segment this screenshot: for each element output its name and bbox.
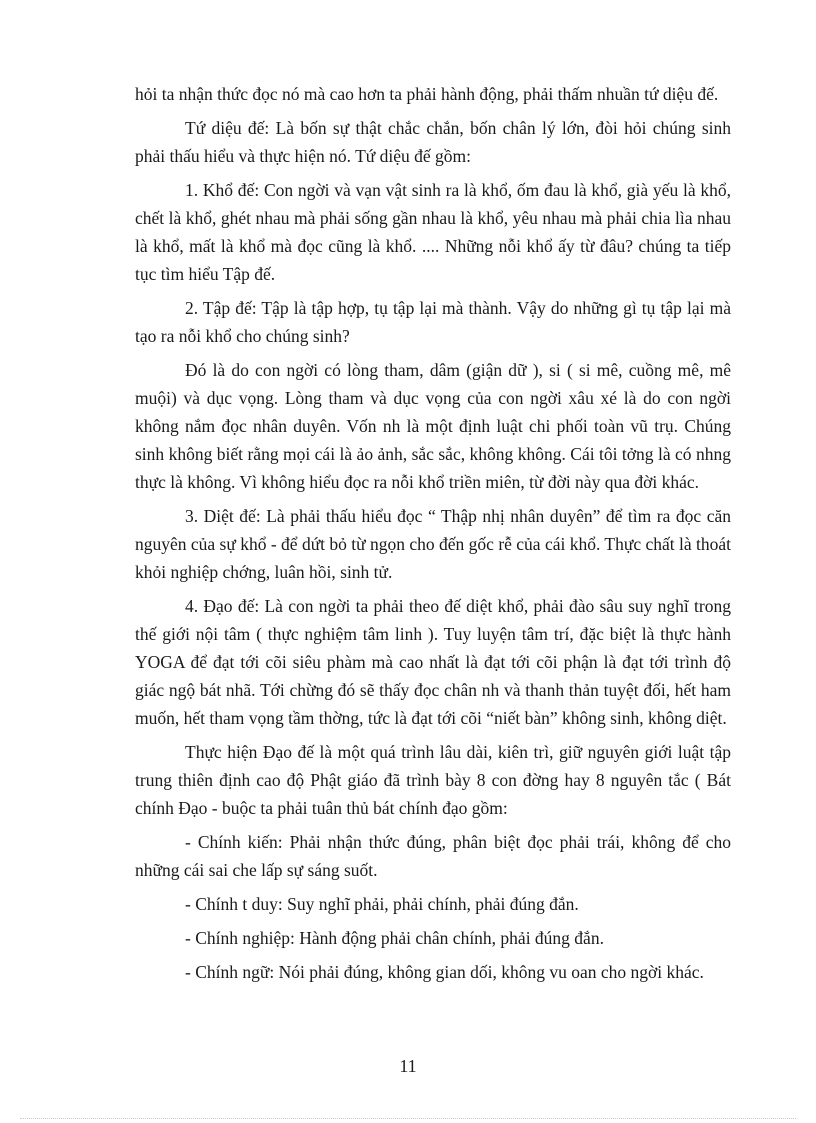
list-item-chinh-kien: - Chính kiến: Phải nhận thức đúng, phân biệt đọc phải trái, không để cho những cái sai che lấp sự sáng suốt. — [135, 832, 731, 880]
list-item-chinh-tu-duy: - Chính t duy: Suy nghĩ phải, phải chính, phải đúng đắn. — [185, 894, 579, 914]
paragraph-kho-de: 1. Khổ đế: Con ngời và vạn vật sinh ra là khổ, ốm đau là khổ, già yếu là khổ, chết là khổ, ghét nhau mà phải sống gần nhau là khổ, yêu nhau mà phải chia lìa nhau là khổ, mất là khổ mà đọc cũng là khổ. .... Những nỗi khổ ấy từ đâu? chúng ta tiếp tục tìm hiểu Tập đế. — [135, 180, 731, 284]
paragraph-continuation: hỏi ta nhận thức đọc nó mà cao hơn ta phải hành động, phải thấm nhuần tứ diệu đế. — [135, 84, 719, 104]
list-item-chinh-nghiep: - Chính nghiệp: Hành động phải chân chính, phải đúng đắn. — [185, 928, 604, 948]
list-item-chinh-ngu: - Chính ngữ: Nói phải đúng, không gian dối, không vu oan cho ngời khác. — [185, 962, 704, 982]
paragraph-tap-de: 2. Tập đế: Tập là tập hợp, tụ tập lại mà thành. Vậy do những gì tụ tập lại mà tạo ra nỗi khổ cho chúng sinh? — [135, 298, 731, 346]
paragraph-diet-de: 3. Diệt đế: Là phải thấu hiểu đọc “ Thập nhị nhân duyên” để tìm ra đọc căn nguyên của sự khổ - để dứt bỏ từ ngọn cho đến gốc rễ của cái khổ. Thực chất là thoát khỏi nghiệp chớng, luân hồi, sinh tử. — [135, 506, 731, 582]
paragraph-dao-de: 4. Đạo đế: Là con ngời ta phải theo đế diệt khổ, phải đào sâu suy nghĩ trong thế giới nội tâm ( thực nghiệm tâm linh ). Tuy luyện tâm trí, đặc biệt là thực hành YOGA để đạt tới cõi siêu phàm mà cao nhất là đạt tới cõi phận là đạt tới trình độ giác ngộ bát nhã. Tới chừng đó sẽ thấy đọc chân nh và thanh thản tuyệt đối, hết ham muốn, hết tham vọng tầm thờng, tức là đạt tới cõi “niết bàn” không sinh, không diệt. — [135, 596, 731, 728]
paragraph-tap-de-detail: Đó là do con ngời có lòng tham, dâm (giận dữ ), si ( si mê, cuồng mê, mê muội) và dục vọng. Lòng tham và dục vọng của con ngời xâu xé là do con ngời không nắm đọc nhân duyên. Vốn nh là một định luật chi phối toàn vũ trụ. Chúng sinh không biết rằng mọi cái là ảo ảnh, sắc sắc, không không. Cái tôi tởng là có nhng thực là không. Vì không hiểu đọc ra nỗi khổ triền miên, từ đời này qua đời khác. — [135, 360, 731, 492]
paragraph-tu-dieu-de: Tứ diệu đế: Là bốn sự thật chắc chắn, bốn chân lý lớn, đòi hỏi chúng sinh phải thấu hiểu và thực hiện nó. Tứ diệu đế gồm: — [135, 118, 731, 166]
paragraph-thuc-hien-dao-de: Thực hiện Đạo đế là một quá trình lâu dài, kiên trì, giữ nguyên giới luật tập trung thiên định cao độ Phật giáo đã trình bày 8 con đờng hay 8 nguyên tắc ( Bát chính Đạo - buộc ta phải tuân thủ bát chính đạo gồm: — [135, 742, 731, 818]
page-bottom-divider — [20, 1118, 796, 1119]
page-number: 11 — [399, 1056, 417, 1076]
document-page — [135, 80, 731, 992]
